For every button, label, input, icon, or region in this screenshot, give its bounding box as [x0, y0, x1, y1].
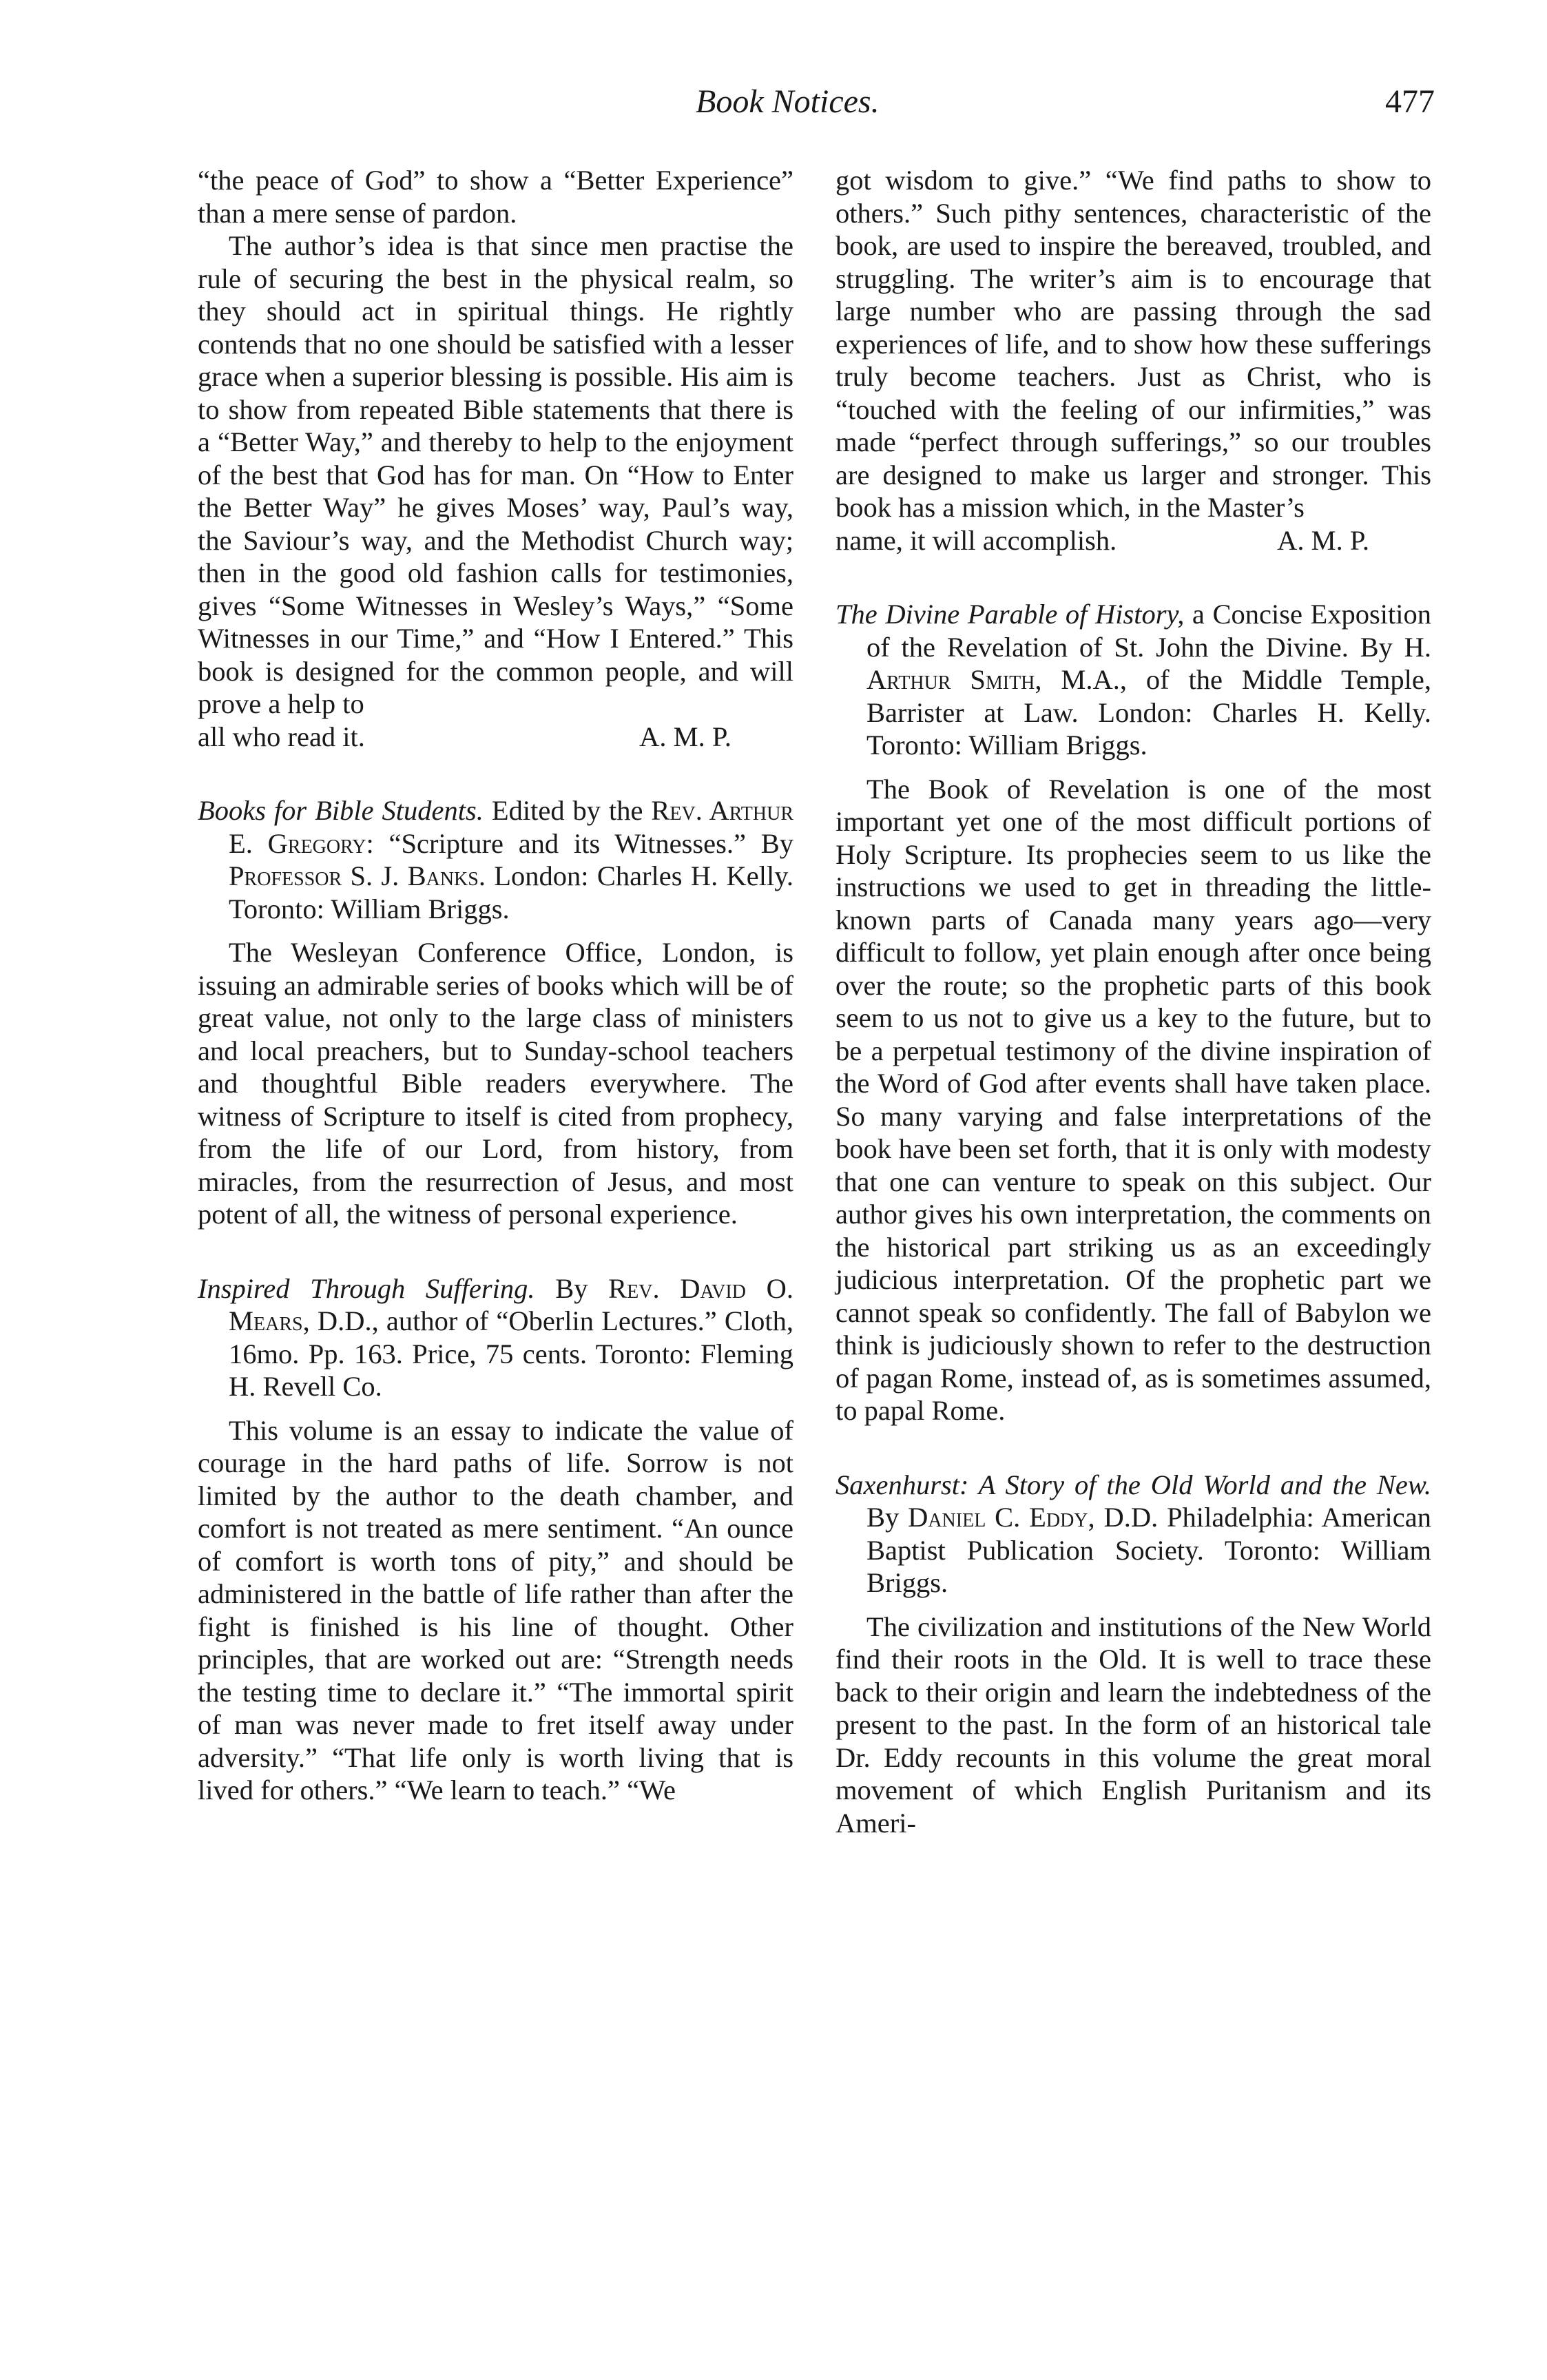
closing-text: name, it will accomplish.: [835, 524, 1117, 556]
review-divine-parable-heading: The Divine Parable of History, a Concise Exposition of the Revelation of St. John the Divine. By H. Arthur Smith, M.A., of the Middle Temple, Barrister at Law. London: Charles H. Kelly. Toronto: William Briggs.: [835, 599, 1431, 760]
book-title: Saxenhurst: A Story of the Old World and the New.: [835, 1469, 1431, 1500]
review-saxenhurst-body: The civilization and institutions of the New World find their roots in the Old. It is well to trace these back to their origin and learn the indebtedness of the present to the past. In the form of an historical tale Dr. Eddy recounts in this volume the great moral movement of which English Puritanism and its Ameri-: [835, 1611, 1431, 1839]
review-bible-students-heading: Books for Bible Students. Edited by the Rev. Arthur E. Gregory: “Scripture and its Witnesses.” By Professor S. J. Banks. London: Charles H. Kelly. Toronto: William Briggs.: [198, 795, 794, 924]
closing-text: all who read it.: [198, 721, 365, 752]
review-inspired-continued: got wisdom to give.” “We find paths to show to others.” Such pithy sentences, characteristic of the book, are used to inspire the bereaved, troubled, and struggling. The writer’s aim is to encourage that large number who are passing through the sad experiences of life, and to show how these sufferings truly become teachers. Just as Christ, who is “touched with the feeling of our infirmities,” was made “perfect through sufferings,” so our troubles are designed to make us larger and stronger. This book has a mission which, in the Master’s: [835, 165, 1431, 523]
review-better-way-closing: [198, 721, 793, 754]
author-name: Rev. David O. Mears, D.D.: [229, 1272, 793, 1336]
review-saxenhurst-heading: Saxenhurst: A Story of the Old World and the New. By Daniel C. Eddy, D.D. Philadelphia: American Baptist Publication Society. Toronto: William Briggs.: [835, 1469, 1432, 1598]
right-column: [835, 164, 1431, 1839]
author-name: Daniel C. Eddy: [908, 1502, 1088, 1533]
review-inspired-closing: [835, 524, 1431, 557]
reviewer-signature: A. M. P.: [639, 721, 731, 752]
review-better-way-p2: The author’s idea is that since men practise the rule of securing the best in the physical realm, so they should act in spiritual things. He rightly contends that no one should be satisfied with a lesser grace when a superior blessing is possible. His aim is to show from repeated Bible statements that there is a “Better Way,” and thereby to help to the enjoyment of the best that God has for man. On “How to Enter the Better Way” he gives Moses’ way, Paul’s way, the Saviour’s way, and the Methodist Church way; then in the good old fashion calls for testimonies, gives “Some Witnesses in Wesley’s Ways,” “Some Witnesses in our Time,” and “How I Entered.” This book is designed for the common people, and will prove a help to: [198, 230, 793, 719]
book-title: Inspired Through Suffering.: [198, 1272, 535, 1304]
review-inspired-body: This volume is an essay to indicate the value of courage in the hard paths of life. Sorrow is not limited by the author to the death chamber, and comfort is not treated as mere sentiment. “An ounce of comfort is worth tons of pity,” and should be administered in the battle of life rather than after the fight is finished is his line of thought. Other principles, that are worked out are: “Strength needs the testing time to declare it.” “The immortal spirit of man was never made to fret itself away under adversity.” “That life only is worth living that is lived for others.” “We learn to teach.” “We: [198, 1414, 793, 1805]
book-title: The Divine Parable of History,: [835, 599, 1185, 630]
reviewer-signature: A. M. P.: [1277, 524, 1369, 556]
review-inspired-heading: Inspired Through Suffering. By Rev. David O. Mears, D.D., author of “Oberlin Lectures.” Cloth, 16mo. Pp. 163. Price, 75 cents. Toronto: Fleming H. Revell Co.: [198, 1272, 793, 1402]
page-number: 477: [1385, 83, 1435, 120]
left-column: [198, 164, 793, 1807]
review-bible-students-body: The Wesleyan Conference Office, London, is issuing an admirable series of books which will be of great value, not only to the large class of ministers and local preachers, but to Sunday-school teachers and thoughtful Bible readers everywhere. The witness of Scripture to itself is cited from prophecy, from the life of our Lord, from history, from miracles, from the resurrection of Jesus, and most potent of all, the witness of personal experience.: [198, 937, 793, 1230]
review-divine-parable-body: The Book of Revelation is one of the most important yet one of the most difficult portions of Holy Scripture. Its prophecies seem to us like the instructions we used to get in threading the little-known parts of Canada many years ago—very difficult to follow, yet plain enough after once being over the route; so the prophetic parts of this book seem to us not to give us a key to the future, but to be a perpetual testimony of the divine inspiration of the Word of God after events shall have taken place. So many varying and false interpretations of the book have been set forth, that it is only with modesty that one can venture to speak on this subject. Our author gives his own interpretation, the comments on the historical part striking us as an exceedingly judicious interpretation. Of the prophetic part we cannot speak so confidently. The fall of Babylon we think is judiciously shown to refer to the destruction of pagan Rome, instead of, as is sometimes assumed, to papal Rome.: [835, 773, 1431, 1426]
author-name: Professor S. J. Banks: [229, 860, 479, 891]
review-better-way-p1: “the peace of God” to show a “Better Experience” than a mere sense of pardon.: [198, 165, 793, 229]
author-name: H. Arthur Smith: [866, 631, 1431, 695]
running-head: Book Notices.: [696, 83, 880, 120]
book-title: Books for Bible Students.: [198, 795, 484, 826]
editor-name: Rev. Arthur E. Gregory: [229, 795, 794, 859]
